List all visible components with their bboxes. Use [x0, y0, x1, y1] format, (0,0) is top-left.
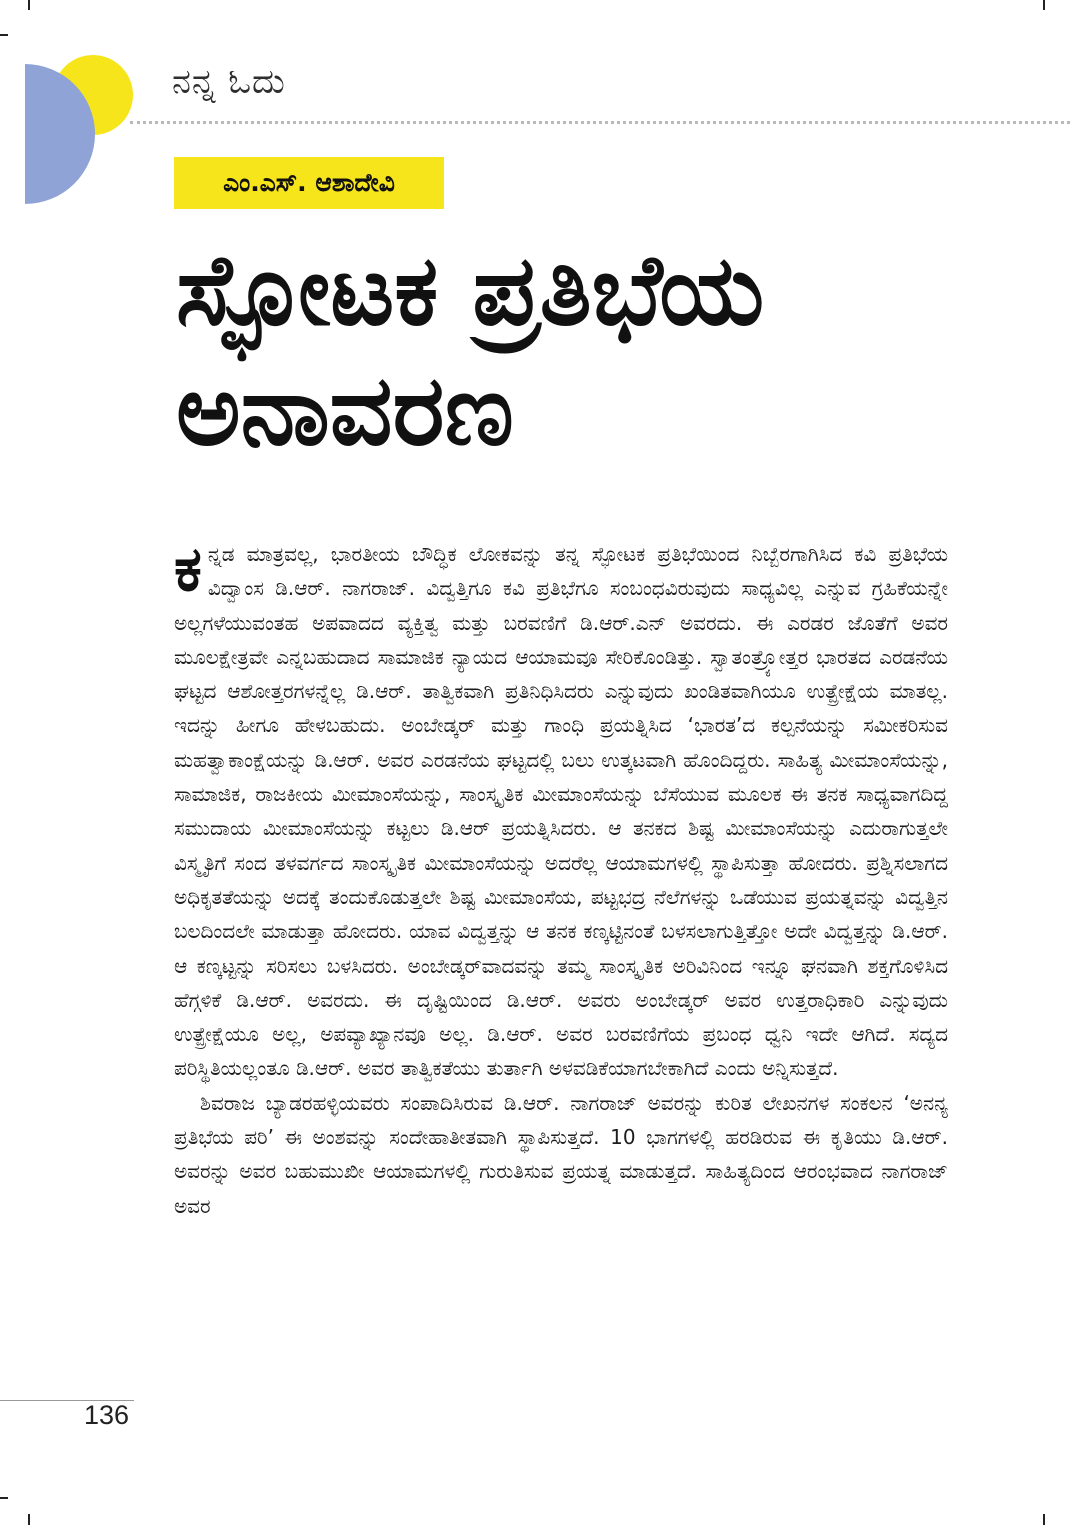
crop-mark-left-lower	[0, 1497, 8, 1499]
author-badge	[174, 157, 444, 209]
paragraph-1-text: ನ್ನಡ ಮಾತ್ರವಲ್ಲ, ಭಾರತೀಯ ಬೌದ್ಧಿಕ ಲೋಕವನ್ನು ತನ್ನ ಸ್ಫೋಟಕ ಪ್ರತಿಭೆಯಿಂದ ನಿಬ್ಬೆರಗಾಗಿಸಿದ ಕವಿ ಪ್ರತಿಭೆಯ ವಿದ್ವಾಂಸ ಡಿ.ಆರ್. ನಾಗರಾಜ್. ವಿದ್ವತ್ತಿಗೂ ಕವಿ ಪ್ರತಿಭೆಗೂ ಸಂಬಂಧವಿರುವುದು ಸಾಧ್ಯವಿಲ್ಲ ಎನ್ನುವ ಗ್ರಹಿಕೆಯನ್ನೇ ಅಲ್ಲಗಳೆಯುವಂತಹ ಅಪವಾದದ ವ್ಯಕ್ತಿತ್ವ ಮತ್ತು ಬರವಣಿಗೆ ಡಿ.ಆರ್.ಎನ್ ಅವರದು. ಈ ಎರಡರ ಜೊತೆಗೆ ಅವರ ಮೂಲಕ್ಷೇತ್ರವೇ ಎನ್ನಬಹುದಾದ ಸಾಮಾಜಿಕ ನ್ಯಾಯದ ಆಯಾಮವೂ ಸೇರಿಕೊಂಡಿತ್ತು. ಸ್ವಾತಂತ್ರ್ಯೋತ್ತರ ಭಾರತದ ಎರಡನೆಯ ಘಟ್ಟದ ಆಶೋತ್ತರಗಳನ್ನೆಲ್ಲ ಡಿ.ಆರ್. ತಾತ್ವಿಕವಾಗಿ ಪ್ರತಿನಿಧಿಸಿದರು ಎನ್ನುವುದು ಖಂಡಿತವಾಗಿಯೂ ಉತ್ಪ್ರೇಕ್ಷೆಯ ಮಾತಲ್ಲ. ಇದನ್ನು ಹೀಗೂ ಹೇಳಬಹುದು. ಅಂಬೇಡ್ಕರ್ ಮತ್ತು ಗಾಂಧಿ ಪ್ರಯತ್ನಿಸಿದ ‘ಭಾರತ’ದ ಕಲ್ಪನೆಯನ್ನು ಸಮೀಕರಿಸುವ ಮಹತ್ವಾಕಾಂಕ್ಷೆಯನ್ನು ಡಿ.ಆರ್. ಅವರ ಎರಡನೆಯ ಘಟ್ಟದಲ್ಲಿ ಬಲು ಉತ್ಕಟವಾಗಿ ಹೊಂದಿದ್ದರು. ಸಾಹಿತ್ಯ ಮೀಮಾಂಸೆಯನ್ನು, ಸಾಮಾಜಿಕ, ರಾಜಕೀಯ ಮೀಮಾಂಸೆಯನ್ನು, ಸಾಂಸ್ಕೃತಿಕ ಮೀಮಾಂಸೆಯನ್ನು ಬೆಸೆಯುವ ಮೂಲಕ ಈ ತನಕ ಸಾಧ್ಯವಾಗದಿದ್ದ ಸಮುದಾಯ ಮೀಮಾಂಸೆಯನ್ನು ಕಟ್ಟಲು ಡಿ.ಆರ್ ಪ್ರಯತ್ನಿಸಿದರು. ಆ ತನಕದ ಶಿಷ್ಟ ಮೀಮಾಂಸೆಯನ್ನು ಎದುರಾಗುತ್ತಲೇ ವಿಸ್ಮೃತಿಗೆ ಸಂದ ತಳವರ್ಗದ ಸಾಂಸ್ಕೃತಿಕ ಮೀಮಾಂಸೆಯನ್ನು ಅದರೆಲ್ಲ ಆಯಾಮಗಳಲ್ಲಿ ಸ್ಥಾಪಿಸುತ್ತಾ ಹೋದರು. ಪ್ರಶ್ನಿಸಲಾಗದ ಅಧಿಕೃತತೆಯನ್ನು ಅದಕ್ಕೆ ತಂದುಕೊಡುತ್ತಲೇ ಶಿಷ್ಟ ಮೀಮಾಂಸೆಯ, ಪಟ್ಟಭದ್ರ ನೆಲೆಗಳನ್ನು ಒಡೆಯುವ ಪ್ರಯತ್ನವನ್ನು ವಿದ್ವತ್ತಿನ ಬಲದಿಂದಲೇ ಮಾಡುತ್ತಾ ಹೋದರು. ಯಾವ ವಿದ್ವತ್ತನ್ನು ಆ ತನಕ ಕಣ್ಕಟ್ಟಿನಂತೆ ಬಳಸಲಾಗುತ್ತಿತ್ತೋ ಅದೇ ವಿದ್ವತ್ತನ್ನು ಡಿ.ಆರ್. ಆ ಕಣ್ಕಟ್ಟನ್ನು ಸರಿಸಲು ಬಳಸಿದರು. ಅಂಬೇಡ್ಕರ್‌ವಾದವನ್ನು ತಮ್ಮ ಸಾಂಸ್ಕೃತಿಕ ಅರಿವಿನಿಂದ ಇನ್ನೂ ಘನವಾಗಿ ಶಕ್ತಗೊಳಿಸಿದ ಹೆಗ್ಗಳಿಕೆ ಡಿ.ಆರ್. ಅವರದು. ಈ ದೃಷ್ಟಿಯಿಂದ ಡಿ.ಆರ್. ಅವರು ಅಂಬೇಡ್ಕರ್ ಅವರ ಉತ್ತರಾಧಿಕಾರಿ ಎನ್ನುವುದು ಉತ್ಪ್ರೇಕ್ಷೆಯೂ ಅಲ್ಲ, ಅಪವ್ಯಾಖ್ಯಾನವೂ ಅಲ್ಲ. ಡಿ.ಆರ್. ಅವರ ಬರವಣಿಗೆಯ ಪ್ರಬಂಧ ಧ್ವನಿ ಇದೇ ಆಗಿದೆ. ಸದ್ಯದ ಪರಿಸ್ಥಿತಿಯಲ್ಲಂತೂ ಡಿ.ಆರ್. ಅವರ ತಾತ್ವಿಕತೆಯು ತುರ್ತಾಗಿ ಅಳವಡಿಕೆಯಾಗಬೇಕಾಗಿದೆ ಎಂದು ಅನ್ನಿಸುತ್ತದೆ.	[174, 542, 948, 1081]
page-number: 136	[84, 1400, 130, 1430]
article-title: ಸ್ಫೋಟಕ ಪ್ರತಿಭೆಯ ಅನಾವರಣ	[176, 234, 765, 468]
crop-mark-top-right	[1043, 0, 1045, 10]
crop-mark-bottom-left	[28, 1514, 30, 1525]
paragraph-1	[174, 532, 948, 1086]
dotted-divider	[130, 121, 1070, 124]
paragraph-2: ಶಿವರಾಜ ಬ್ಯಾಡರಹಳ್ಳಿಯವರು ಸಂಪಾದಿಸಿರುವ ಡಿ.ಆರ್. ನಾಗರಾಜ್ ಅವರನ್ನು ಕುರಿತ ಲೇಖನಗಳ ಸಂಕಲನ ‘ಅನನ್ಯ ಪ್ರತಿಭೆಯ ಪರಿ’ ಈ ಅಂಶವನ್ನು ಸಂದೇಹಾತೀತವಾಗಿ ಸ್ಥಾಪಿಸುತ್ತದೆ. 10 ಭಾಗಗಳಲ್ಲಿ ಹರಡಿರುವ ಈ ಕೃತಿಯು ಡಿ.ಆರ್. ಅವರನ್ನು ಅವರ ಬಹುಮುಖೀ ಆಯಾಮಗಳಲ್ಲಿ ಗುರುತಿಸುವ ಪ್ರಯತ್ನ ಮಾಡುತ್ತದೆ. ಸಾಹಿತ್ಯದಿಂದ ಆರಂಭವಾದ ನಾಗರಾಜ್ ಅವರ	[174, 1090, 948, 1218]
crop-mark-bottom-right	[1043, 1514, 1045, 1525]
drop-cap: ಕ	[174, 532, 202, 605]
author-name: ಎಂ.ಎಸ್. ಆಶಾದೇವಿ	[223, 168, 395, 197]
section-label: ನನ್ನ ಓದು	[172, 62, 286, 102]
article-body	[174, 532, 948, 1223]
decorative-circles	[0, 0, 140, 210]
